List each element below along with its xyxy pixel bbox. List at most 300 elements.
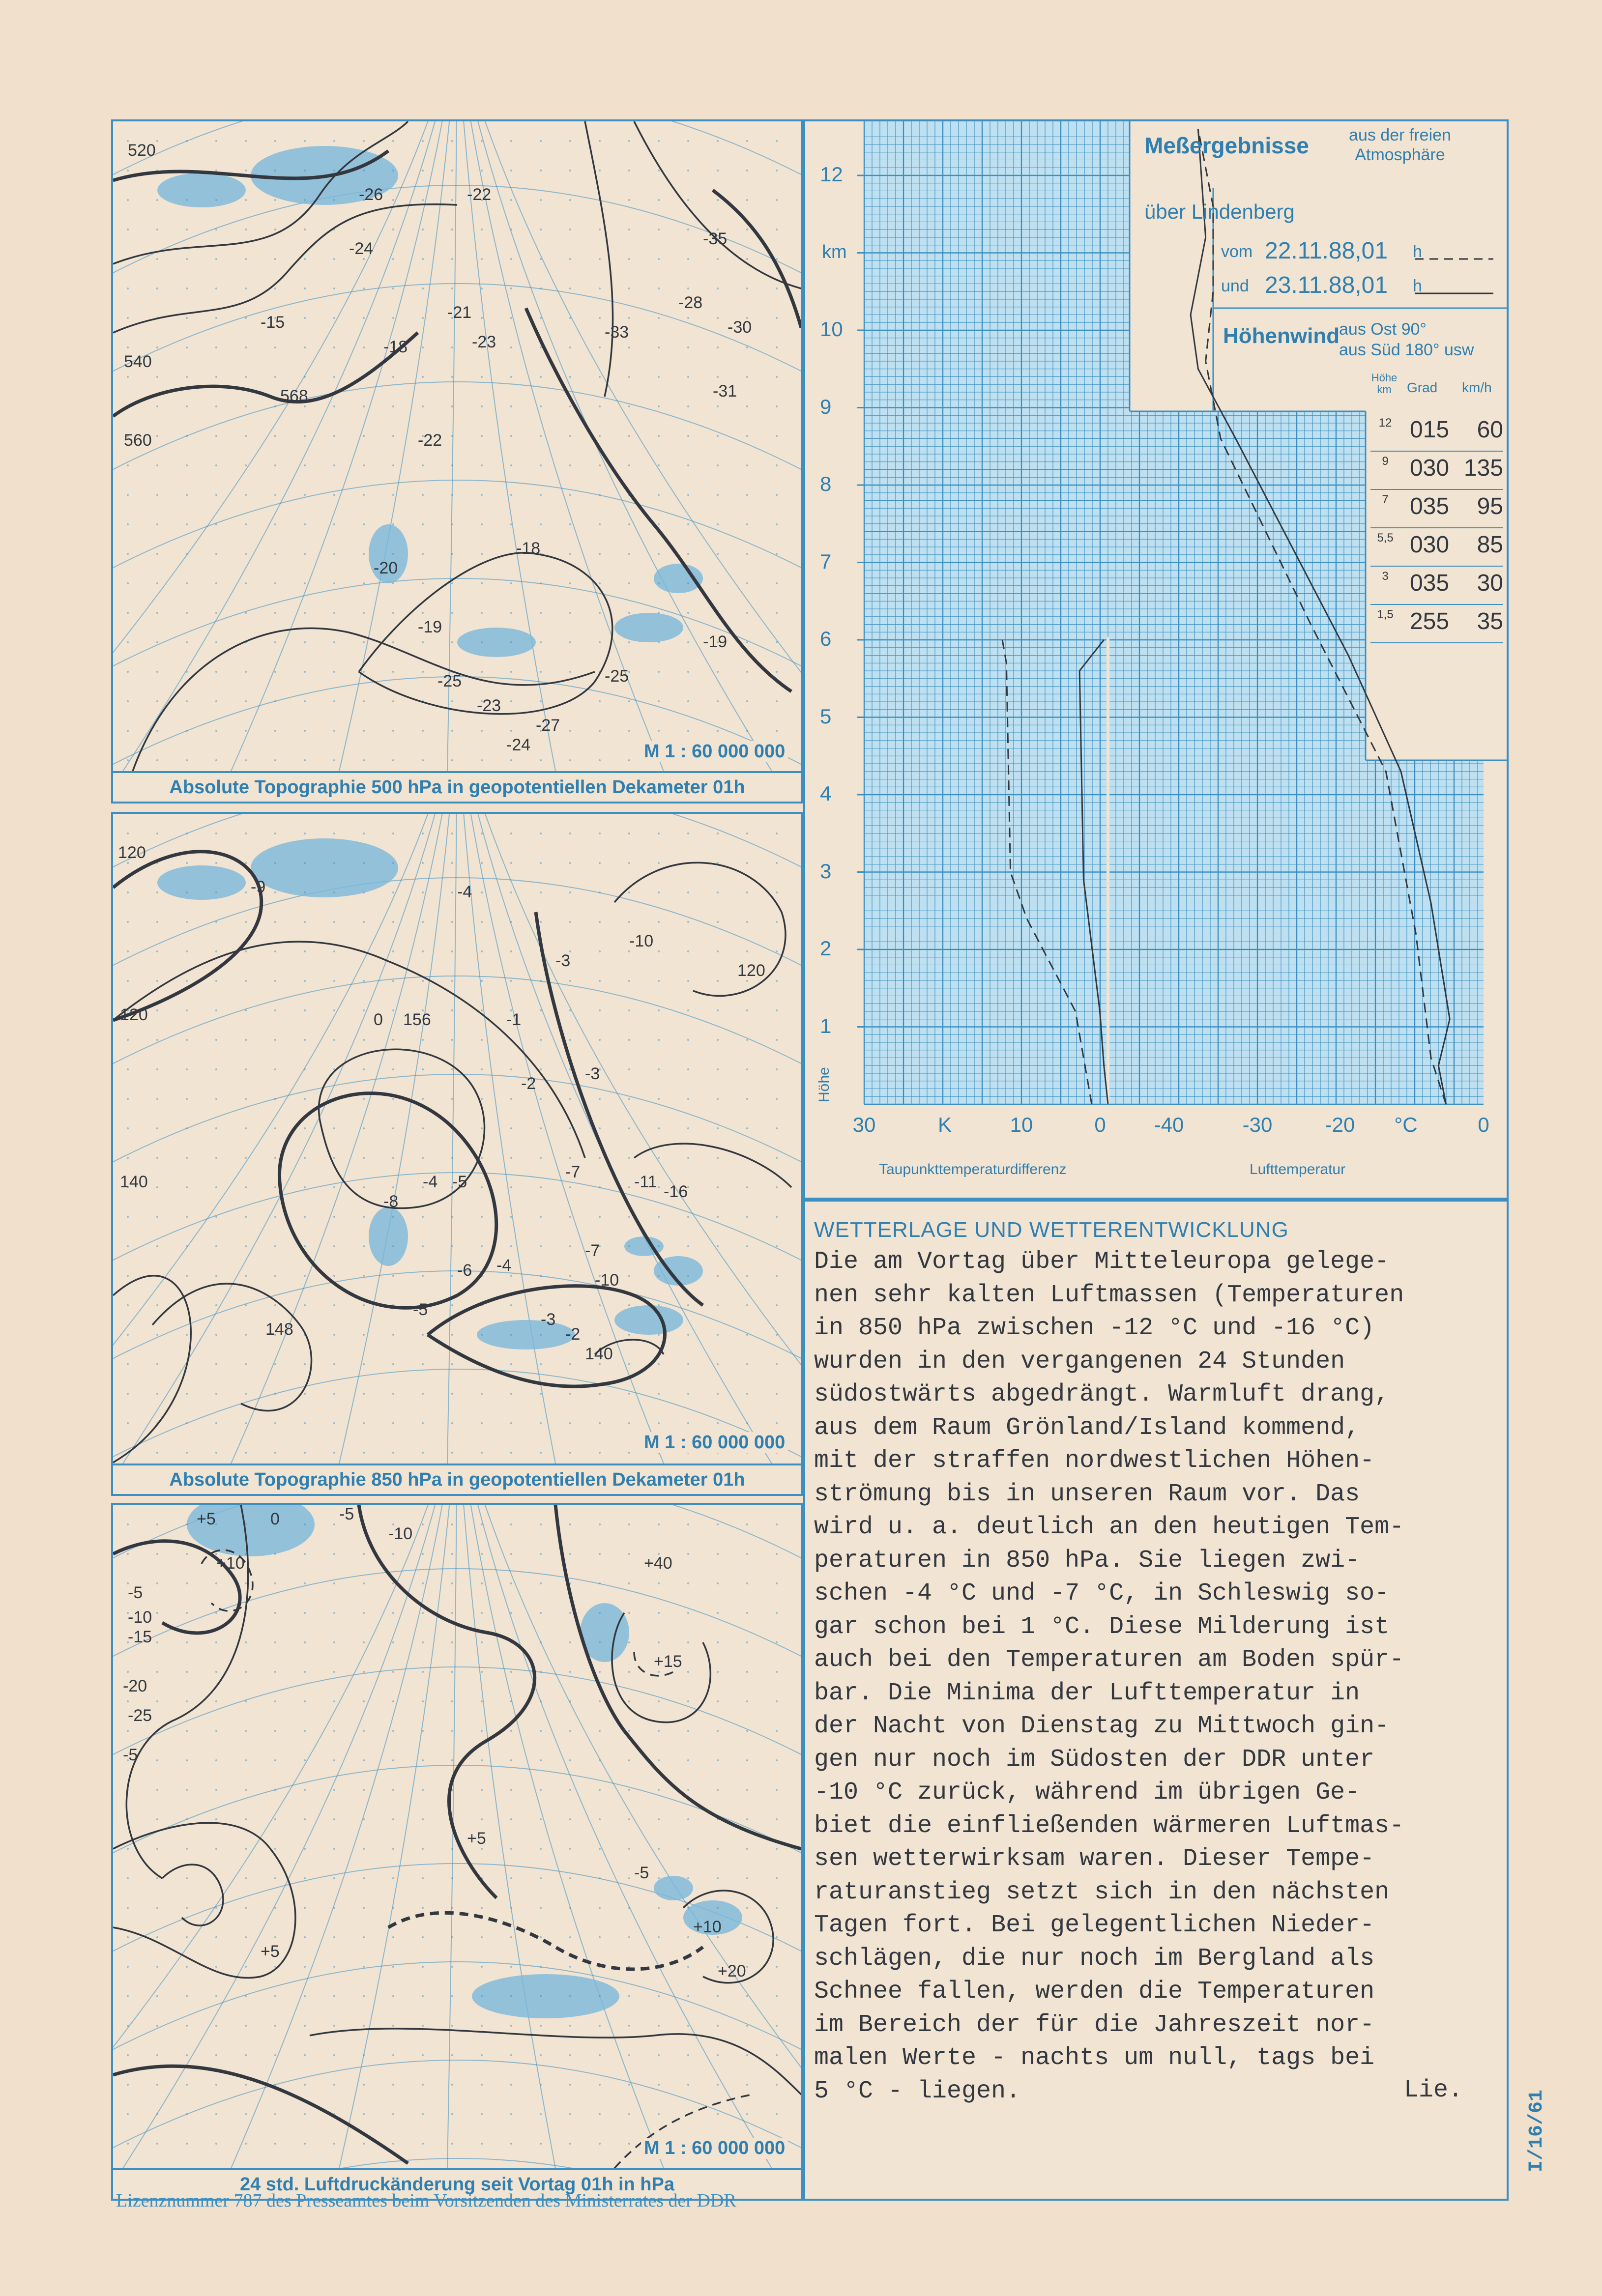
grid-dot (540, 199, 542, 201)
grid-dot (274, 641, 276, 643)
grid-dot (363, 671, 365, 673)
grid-dot (658, 435, 660, 437)
isoline (152, 1284, 312, 1411)
grid-dot (333, 346, 335, 348)
grid-dot (304, 199, 306, 201)
y-tick-label: 12 (820, 163, 843, 186)
grid-dot (599, 2054, 601, 2056)
y-tick-label: 4 (820, 782, 832, 805)
grid-dot (599, 1641, 601, 1643)
grid-dot (569, 199, 571, 201)
grid-dot (422, 950, 424, 952)
grid-dot (451, 700, 453, 702)
grid-dot (658, 199, 660, 201)
grid-dot (245, 1877, 247, 1879)
map-pressure-change-scale: M 1 : 60 000 000 (641, 2138, 788, 2159)
isoline-label: -19 (703, 632, 728, 651)
grid-dot (304, 1363, 306, 1365)
grid-dot (569, 2143, 571, 2145)
grid-dot (451, 1452, 453, 1454)
wind-col-grad: Grad (1407, 380, 1438, 395)
grid-dot (156, 1877, 158, 1879)
isoline-label: -35 (703, 230, 728, 248)
grid-dot (156, 1009, 158, 1011)
grid-dot (215, 2084, 217, 2086)
grid-dot (510, 730, 512, 732)
grid-dot (333, 523, 335, 525)
grid-dot (392, 170, 394, 172)
grid-dot (658, 2025, 660, 2027)
grid-dot (215, 832, 217, 834)
grid-dot (599, 1848, 601, 1850)
grid-dot (127, 1068, 129, 1070)
grid-dot (127, 2143, 129, 2145)
grid-dot (451, 1098, 453, 1100)
grid-dot (127, 1730, 129, 1732)
grid-dot (215, 1068, 217, 1070)
meridian-line (473, 814, 772, 1464)
grid-dot (746, 2025, 748, 2027)
grid-dot (746, 2084, 748, 2086)
grid-dot (127, 862, 129, 864)
grid-dot (392, 1700, 394, 1702)
grid-dot (628, 523, 630, 525)
grid-dot (569, 891, 571, 893)
grid-dot (599, 1098, 601, 1100)
grid-dot (658, 494, 660, 496)
grid-dot (569, 523, 571, 525)
grid-dot (127, 464, 129, 466)
grid-dot (245, 435, 247, 437)
grid-dot (687, 553, 689, 555)
grid-dot (569, 1671, 571, 1673)
isoline-label: 140 (120, 1173, 148, 1191)
grid-dot (333, 1641, 335, 1643)
grid-dot (776, 553, 778, 555)
grid-dot (451, 1275, 453, 1277)
grid-dot (186, 1671, 188, 1673)
grid-dot (658, 376, 660, 378)
grid-dot (274, 1995, 276, 1997)
grid-dot (628, 317, 630, 319)
grid-dot (392, 1245, 394, 1247)
grid-dot (245, 980, 247, 982)
isoline (113, 942, 585, 1158)
wind-col-kmh: km/h (1462, 380, 1492, 395)
grid-dot (746, 170, 748, 172)
grid-dot (628, 759, 630, 761)
grid-dot (333, 1907, 335, 1909)
y-tick-label: 9 (820, 395, 832, 418)
grid-dot (540, 891, 542, 893)
grid-dot (156, 980, 158, 982)
grid-dot (658, 1995, 660, 1997)
grid-dot (658, 346, 660, 348)
grid-dot (274, 1700, 276, 1702)
grid-dot (717, 346, 719, 348)
grid-dot (422, 671, 424, 673)
grid-dot (658, 671, 660, 673)
grid-dot (776, 1186, 778, 1188)
grid-dot (540, 921, 542, 923)
article-line: wird u. a. deutlich an den heutigen Tem- (814, 1513, 1404, 1541)
grid-dot (717, 523, 719, 525)
grid-dot (540, 1700, 542, 1702)
grid-dot (687, 980, 689, 982)
grid-dot (186, 671, 188, 673)
grid-dot (628, 891, 630, 893)
grid-dot (245, 1936, 247, 1938)
grid-dot (481, 2084, 483, 2086)
grid-dot (422, 1848, 424, 1850)
grid-dot (451, 1304, 453, 1306)
isoline-label: -25 (605, 667, 629, 686)
meridian-line (123, 121, 440, 771)
grid-dot (451, 891, 453, 893)
grid-dot (628, 1098, 630, 1100)
grid-dot (392, 1789, 394, 1791)
isoline-label: -8 (383, 1192, 399, 1211)
grid-dot (363, 1730, 365, 1732)
grid-dot (776, 2054, 778, 2056)
x-tick-label: 0 (1094, 1113, 1106, 1136)
article-line: sen wetterwirksam waren. Dieser Tempe- (814, 1845, 1375, 1873)
isoline-label: +5 (197, 1510, 216, 1528)
grid-dot (510, 1582, 512, 1584)
grid-dot (776, 287, 778, 289)
grid-dot (658, 2054, 660, 2056)
grid-dot (422, 2025, 424, 2027)
grid-dot (451, 2054, 453, 2056)
grid-dot (687, 199, 689, 201)
legend-date1-suffix: h (1413, 242, 1422, 261)
grid-dot (363, 700, 365, 702)
water-area (614, 1305, 683, 1335)
grid-dot (658, 980, 660, 982)
sounding-panel (803, 119, 1509, 1200)
grid-dot (451, 862, 453, 864)
grid-dot (717, 317, 719, 319)
grid-dot (156, 1452, 158, 1454)
grid-dot (746, 494, 748, 496)
grid-dot (540, 376, 542, 378)
isoline-label: -7 (585, 1241, 600, 1260)
grid-dot (746, 1009, 748, 1011)
grid-dot (304, 287, 306, 289)
grid-dot (628, 1641, 630, 1643)
grid-dot (186, 1877, 188, 1879)
grid-dot (333, 2143, 335, 2145)
grid-dot (628, 376, 630, 378)
grid-dot (215, 523, 217, 525)
grid-dot (717, 405, 719, 407)
grid-dot (776, 1523, 778, 1525)
grid-dot (274, 1304, 276, 1306)
grid-dot (422, 1553, 424, 1555)
grid-dot (569, 1995, 571, 1997)
isoline-label: 540 (124, 352, 152, 371)
grid-dot (422, 1523, 424, 1525)
isoline-label: -11 (634, 1173, 657, 1191)
grid-dot (215, 1186, 217, 1188)
grid-dot (658, 1877, 660, 1879)
article-line: bar. Die Minima der Lufttemperatur in (814, 1679, 1360, 1707)
grid-dot (304, 1730, 306, 1732)
grid-dot (451, 759, 453, 761)
grid-dot (363, 405, 365, 407)
grid-dot (333, 1245, 335, 1247)
grid-dot (274, 671, 276, 673)
grid-dot (687, 1523, 689, 1525)
grid-dot (599, 140, 601, 142)
grid-dot (510, 1334, 512, 1336)
grid-dot (746, 2113, 748, 2115)
grid-dot (540, 862, 542, 864)
grid-dot (127, 2054, 129, 2056)
grid-dot (392, 1275, 394, 1277)
isoline-label: -5 (123, 1746, 138, 1764)
grid-dot (274, 1553, 276, 1555)
grid-dot (687, 494, 689, 496)
grid-dot (363, 229, 365, 230)
grid-dot (510, 464, 512, 466)
grid-dot (215, 464, 217, 466)
grid-dot (422, 1363, 424, 1365)
grid-dot (540, 1966, 542, 1968)
grid-dot (717, 2084, 719, 2086)
grid-dot (481, 317, 483, 319)
grid-dot (392, 759, 394, 761)
grid-dot (481, 376, 483, 378)
grid-dot (215, 405, 217, 407)
isoline-label: -5 (339, 1505, 354, 1523)
grid-dot (569, 1641, 571, 1643)
grid-dot (540, 980, 542, 982)
grid-dot (127, 671, 129, 673)
legend-date1-prefix: vom (1221, 242, 1253, 261)
grid-dot (392, 2113, 394, 2115)
grid-dot (658, 287, 660, 289)
isoline-label: -20 (374, 559, 398, 577)
isoline-label: 520 (128, 141, 156, 160)
grid-dot (569, 612, 571, 614)
grid-dot (333, 287, 335, 289)
grid-dot (274, 170, 276, 172)
grid-dot (363, 1245, 365, 1247)
grid-dot (304, 1848, 306, 1850)
grid-dot (628, 641, 630, 643)
grid-dot (451, 464, 453, 466)
isoline-label: -24 (349, 239, 374, 258)
grid-dot (569, 1363, 571, 1365)
grid-dot (274, 229, 276, 230)
grid-dot (658, 1612, 660, 1614)
grid-dot (569, 317, 571, 319)
grid-dot (687, 1848, 689, 1850)
grid-dot (776, 1877, 778, 1879)
grid-dot (392, 1730, 394, 1732)
grid-dot (746, 1304, 748, 1306)
grid-dot (363, 346, 365, 348)
grid-dot (776, 258, 778, 260)
grid-dot (510, 199, 512, 201)
grid-dot (628, 582, 630, 584)
grid-dot (333, 582, 335, 584)
grid-dot (186, 140, 188, 142)
wind-row-height: 1,5 (1377, 608, 1394, 621)
legend-subtitle: aus der freien Atmosphäre (1349, 126, 1451, 164)
grid-dot (363, 435, 365, 437)
grid-dot (422, 405, 424, 407)
grid-dot (186, 980, 188, 982)
grid-dot (333, 700, 335, 702)
grid-dot (245, 730, 247, 732)
grid-dot (746, 1877, 748, 1879)
grid-dot (451, 1936, 453, 1938)
grid-dot (628, 832, 630, 834)
grid-dot (510, 229, 512, 230)
isoline-label: 560 (124, 431, 152, 450)
grid-dot (658, 553, 660, 555)
grid-dot (687, 1245, 689, 1247)
grid-dot (333, 1730, 335, 1732)
grid-dot (569, 1098, 571, 1100)
grid-dot (510, 1304, 512, 1306)
grid-dot (215, 346, 217, 348)
wind-row-speed: 35 (1477, 608, 1503, 634)
grid-dot (245, 1995, 247, 1997)
grid-dot (127, 1523, 129, 1525)
grid-dot (687, 2025, 689, 2027)
grid-dot (540, 1759, 542, 1761)
grid-dot (333, 950, 335, 952)
grid-dot (540, 1186, 542, 1188)
meridian-line (113, 1505, 435, 2168)
grid-dot (245, 1907, 247, 1909)
grid-dot (569, 1789, 571, 1791)
grid-dot (658, 1730, 660, 1732)
grid-dot (156, 671, 158, 673)
grid-dot (687, 1039, 689, 1041)
grid-dot (274, 1127, 276, 1129)
grid-dot (422, 1612, 424, 1614)
grid-dot (304, 2054, 306, 2056)
grid-dot (127, 1553, 129, 1555)
grid-dot (186, 1275, 188, 1277)
grid-dot (215, 1582, 217, 1584)
isoline-label: -19 (418, 618, 442, 636)
grid-dot (127, 2113, 129, 2115)
grid-dot (304, 229, 306, 230)
grid-dot (540, 464, 542, 466)
grid-dot (392, 140, 394, 142)
grid-dot (186, 376, 188, 378)
grid-dot (304, 1186, 306, 1188)
grid-dot (451, 1216, 453, 1218)
grid-dot (599, 1363, 601, 1365)
grid-dot (186, 832, 188, 834)
isoline-label: -26 (359, 185, 383, 204)
grid-dot (333, 494, 335, 496)
grid-dot (628, 170, 630, 172)
grid-dot (422, 1216, 424, 1218)
grid-dot (245, 258, 247, 260)
grid-dot (569, 671, 571, 673)
grid-dot (746, 258, 748, 260)
grid-dot (481, 1452, 483, 1454)
grid-dot (776, 494, 778, 496)
grid-dot (746, 730, 748, 732)
grid-dot (333, 1553, 335, 1555)
grid-dot (363, 612, 365, 614)
grid-dot (776, 2113, 778, 2115)
grid-dot (776, 832, 778, 834)
grid-dot (481, 1422, 483, 1424)
grid-dot (127, 346, 129, 348)
grid-dot (569, 1216, 571, 1218)
grid-dot (628, 1186, 630, 1188)
grid-dot (717, 287, 719, 289)
grid-dot (599, 170, 601, 172)
grid-dot (451, 1641, 453, 1643)
grid-dot (304, 317, 306, 319)
grid-dot (510, 494, 512, 496)
grid-dot (599, 950, 601, 952)
grid-dot (599, 405, 601, 407)
x-tick-label: -30 (1242, 1113, 1273, 1136)
grid-dot (599, 258, 601, 260)
grid-dot (540, 140, 542, 142)
grid-dot (599, 1334, 601, 1336)
isoline (113, 1276, 191, 1463)
grid-dot (687, 1068, 689, 1070)
grid-dot (127, 1422, 129, 1424)
grid-dot (156, 1936, 158, 1938)
grid-dot (363, 1553, 365, 1555)
map-850hpa-caption: Absolute Topographie 850 hPa in geopotentiellen Dekameter 01h (111, 1464, 803, 1496)
grid-dot (422, 1393, 424, 1395)
grid-dot (333, 1671, 335, 1673)
grid-dot (746, 1363, 748, 1365)
grid-dot (776, 1818, 778, 1820)
grid-dot (628, 1523, 630, 1525)
grid-dot (245, 1730, 247, 1732)
grid-dot (363, 1157, 365, 1159)
grid-dot (746, 950, 748, 952)
grid-dot (333, 1523, 335, 1525)
grid-dot (481, 2113, 483, 2115)
grid-dot (510, 891, 512, 893)
grid-dot (569, 1039, 571, 1041)
grid-dot (274, 1275, 276, 1277)
grid-dot (363, 258, 365, 260)
grid-dot (451, 641, 453, 643)
isoline-label: -22 (467, 185, 492, 204)
grid-dot (481, 1098, 483, 1100)
grid-dot (658, 258, 660, 260)
isoline-label: -3 (555, 951, 571, 970)
grid-dot (687, 641, 689, 643)
grid-dot (274, 950, 276, 952)
grid-dot (245, 759, 247, 761)
wind-note1: aus Ost 90° (1339, 320, 1427, 339)
grid-dot (451, 199, 453, 201)
grid-dot (658, 1907, 660, 1909)
grid-dot (776, 1848, 778, 1850)
grid-dot (717, 140, 719, 142)
grid-dot (186, 1157, 188, 1159)
grid-dot (687, 140, 689, 142)
